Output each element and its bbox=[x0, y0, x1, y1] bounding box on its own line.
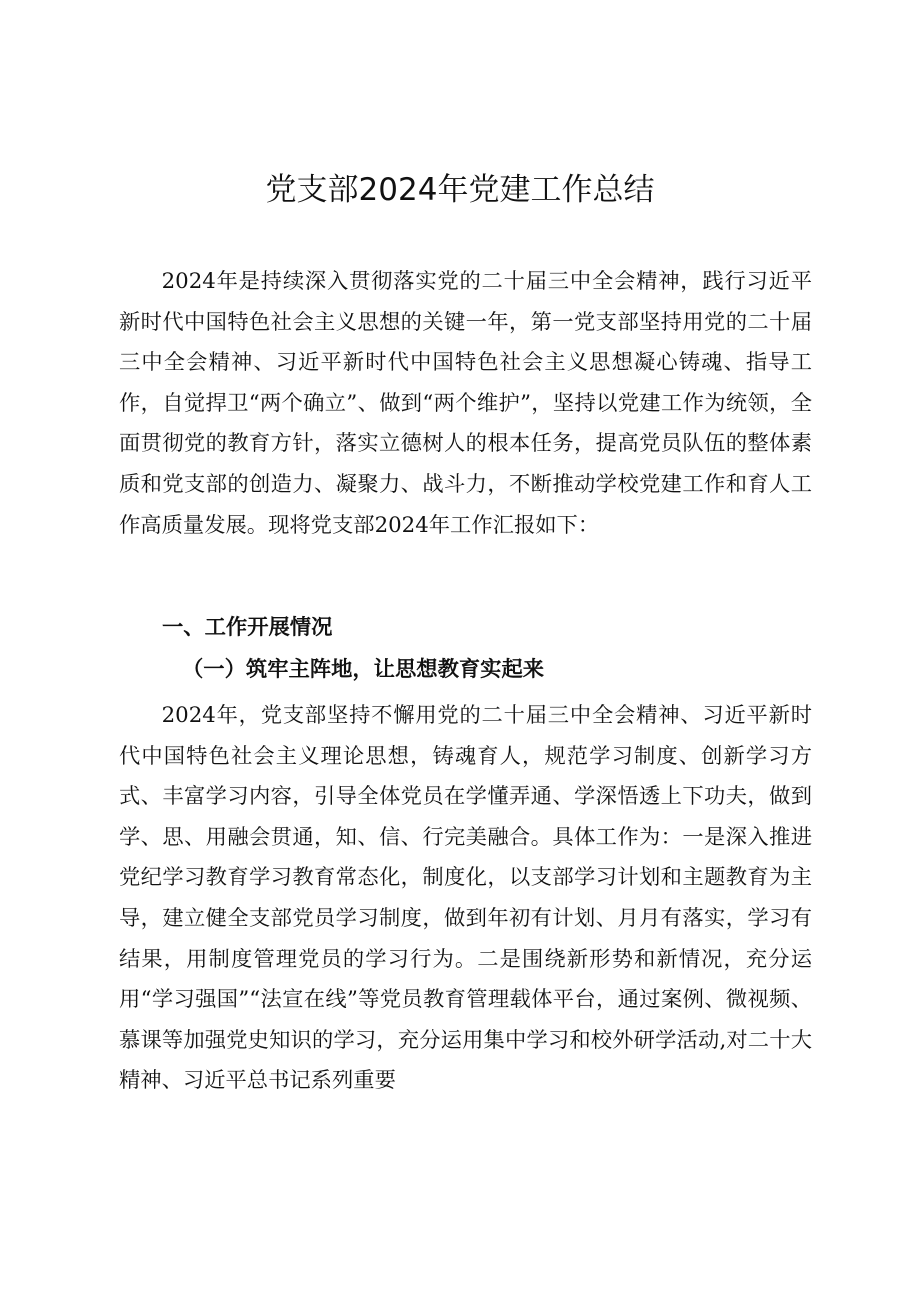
intro-paragraph: 2024年是持续深入贯彻落实党的二十届三中全会精神，践行习近平新时代中国特色社会主义思想的关键一年，第一党支部坚持用党的二十届三中全会精神、习近平新时代中国特色社会主义思想凝心铸魂、指导工作，自觉捍卫“两个确立”、做到“两个维护”，坚持以党建工作为统领，全面贯彻党的教育方针，落实立德树人的根本任务，提高党员队伍的整体素质和党支部的创造力、凝聚力、战斗力，不断推动学校党建工作和育人工作高质量发展。现将党支部2024年工作汇报如下： bbox=[119, 269, 812, 538]
document-title: 党支部2024年党建工作总结 bbox=[265, 172, 655, 208]
subsection-paragraph: 2024年，党支部坚持不懈用党的二十届三中全会精神、习近平新时代中国特色社会主义理论思想，铸魂育人，规范学习制度、创新学习方式、丰富学习内容，引导全体党员在学懂弄通、学深悟透上下功夫，做到学、思、用融会贯通，知、信、行完美融合。具体工作为：一是深入推进党纪学习教育学习教育常态化，制度化，以支部学习计划和主题教育为主导，建立健全支部党员学习制度，做到年初有计划、月月有落实，学习有结果，用制度管理党员的学习行为。二是围绕新形势和新情况，充分运用“学习强国”“法宣在线”等党员教育管理载体平台，通过案例、微视频、慕课等加强党史知识的学习，充分运用集中学习和校外研学活动,对二十大精神、习近平总书记系列重要 bbox=[119, 703, 812, 1094]
section-heading: 一、工作开展情况 bbox=[162, 615, 333, 640]
subsection-heading: （一）筑牢主阵地，让思想教育实起来 bbox=[182, 657, 545, 682]
